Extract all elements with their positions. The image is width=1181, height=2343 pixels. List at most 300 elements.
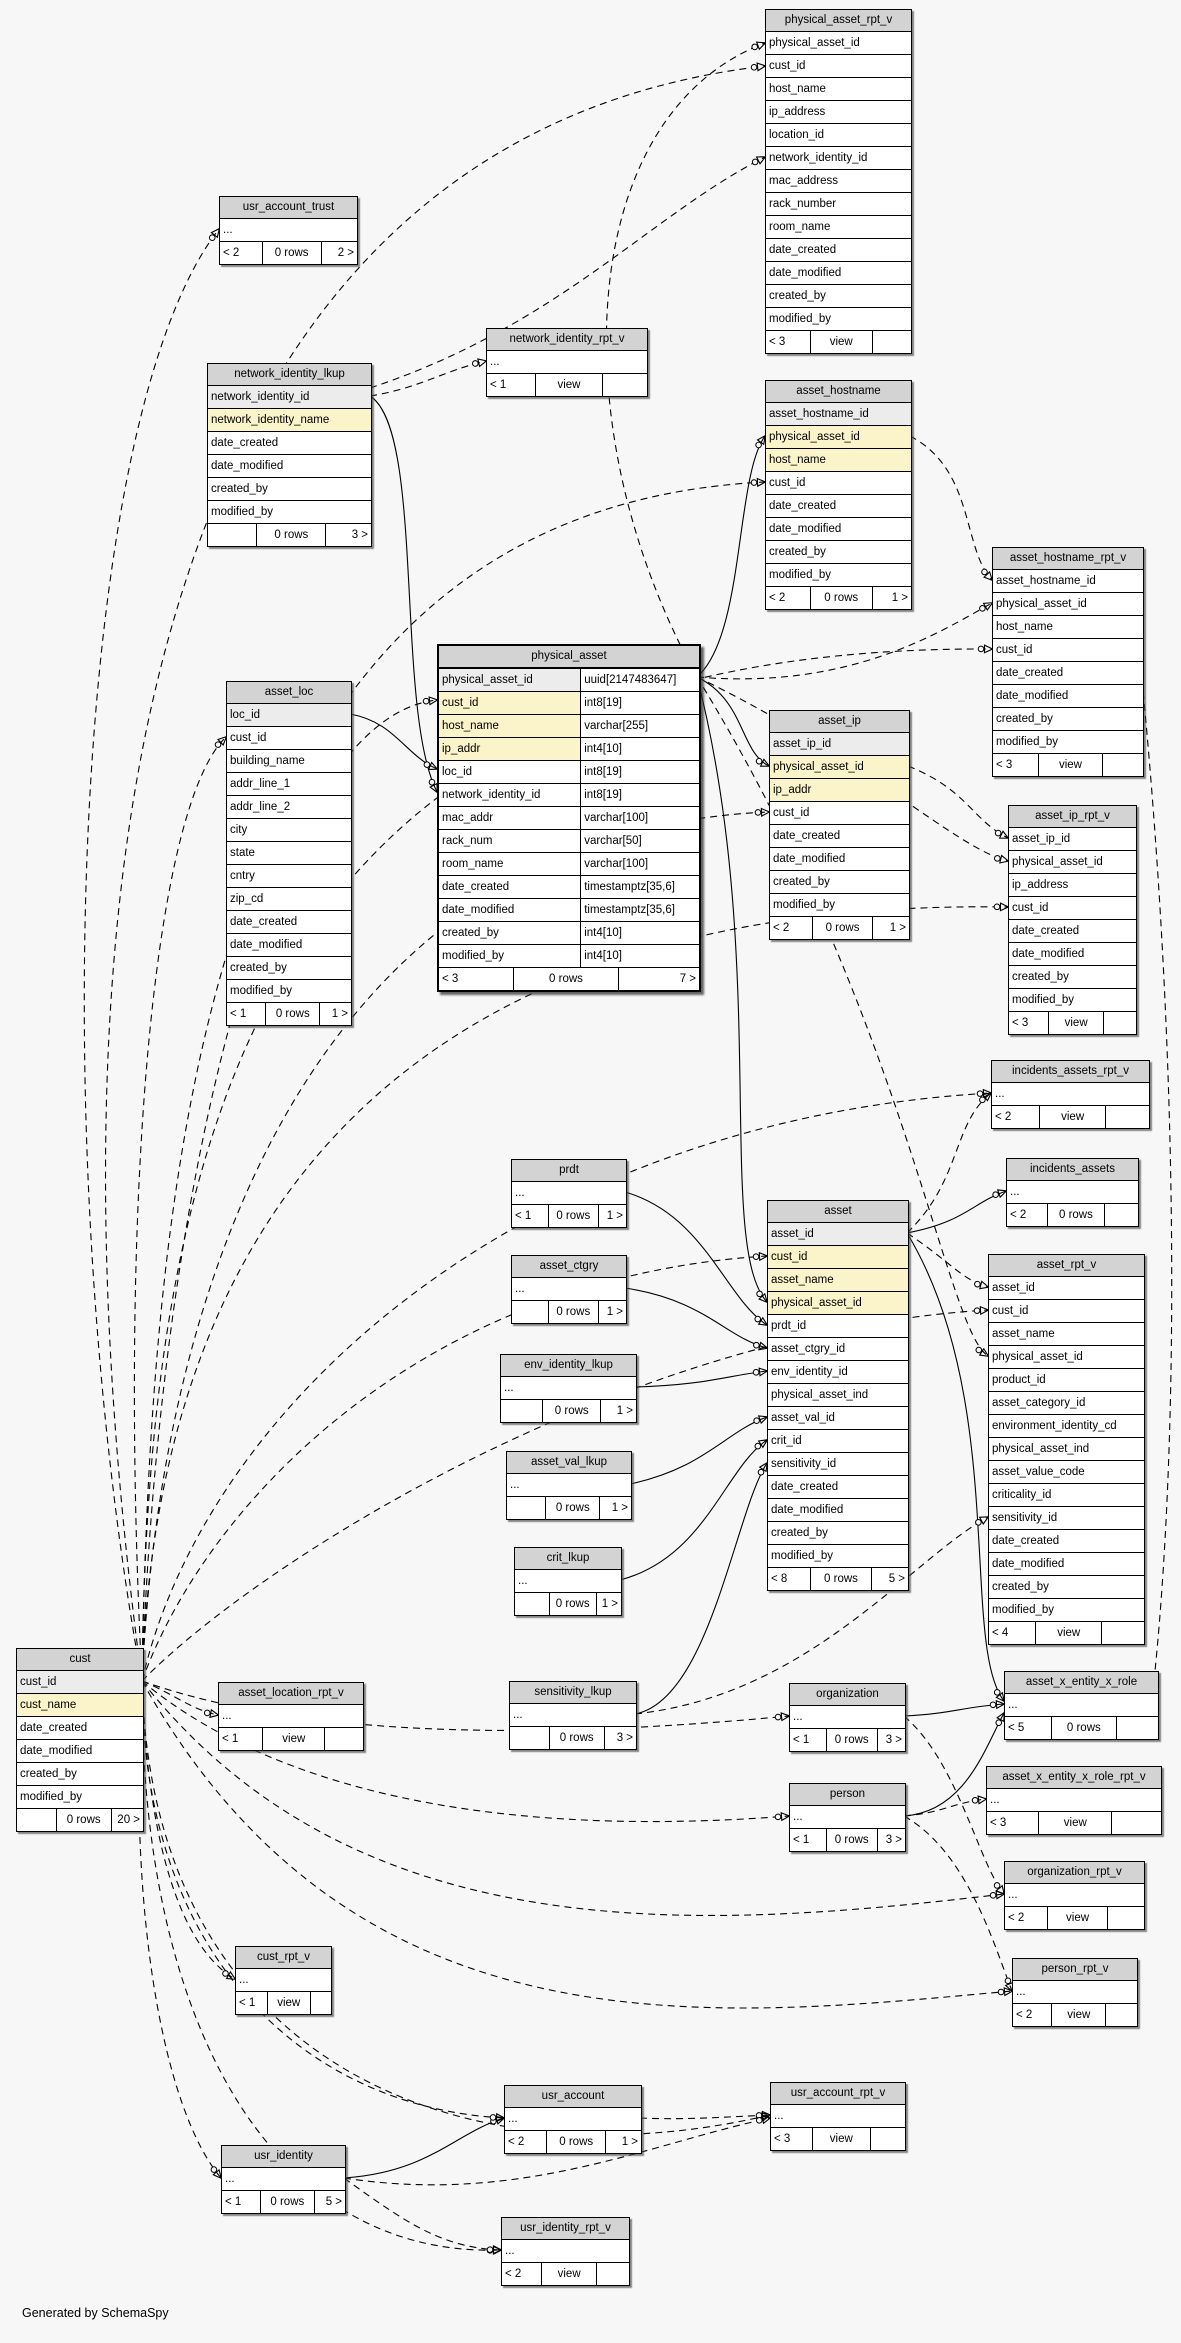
table-footer	[17, 1808, 143, 1831]
table-physical_asset_rpt_v[interactable]	[765, 9, 912, 354]
table-title[interactable]: incidents_assets	[1007, 1159, 1138, 1181]
table-sensitivity_lkup[interactable]	[509, 1681, 637, 1750]
edge-usr_account-to-usr_account_rpt_v	[640, 2115, 770, 2119]
column-asset_value_code: asset_value_code	[989, 1460, 1144, 1483]
column-room_name: room_name varchar[100]	[439, 852, 699, 875]
column-addr_line_2: addr_line_2	[227, 795, 351, 818]
column-modified_by: modified_by	[17, 1785, 143, 1808]
edge-cust-to-usr_identity	[139, 1681, 221, 2178]
footer-cell: 0 rows	[257, 524, 326, 546]
footer-cell: 0 rows	[57, 1809, 112, 1831]
footer-cell	[311, 1992, 331, 2014]
footer-cell: 0 rows	[813, 917, 873, 939]
column-host_name: host_name	[766, 77, 911, 100]
table-footer	[790, 1728, 905, 1751]
footer-cell	[873, 331, 911, 353]
table-footer	[1007, 1203, 1138, 1226]
footer-cell: 0 rows	[549, 1301, 599, 1323]
footer-cell: < 2	[770, 917, 813, 939]
table-prdt[interactable]	[511, 1159, 627, 1228]
table-footer	[502, 2262, 629, 2285]
edge-cust-to-asset_loc	[134, 737, 226, 1681]
table-title[interactable]: usr_identity	[222, 2146, 345, 2168]
table-asset_rpt_v[interactable]	[988, 1254, 1145, 1645]
footer-cell: < 2	[1005, 1907, 1048, 1929]
column-asset_category_id: asset_category_id	[989, 1391, 1144, 1414]
table-env_identity_lkup[interactable]	[500, 1354, 637, 1423]
footer-cell: 0 rows	[546, 1497, 600, 1519]
footer-cell: < 1	[790, 1729, 827, 1751]
table-usr_account[interactable]	[504, 2085, 642, 2154]
column-date_created: date_created	[17, 1716, 143, 1739]
table-title[interactable]: person_rpt_v	[1013, 1959, 1137, 1981]
column-created_by: created_by	[17, 1762, 143, 1785]
table-title[interactable]: usr_account_trust	[220, 197, 357, 219]
column-env_identity_id: env_identity_id	[768, 1360, 908, 1383]
column-physical_asset_id: physical_asset_id	[770, 755, 909, 778]
table-asset_hostname[interactable]	[765, 380, 912, 610]
column-date_modified: date_modified	[768, 1498, 908, 1521]
table-footer	[766, 586, 911, 609]
footer-cell: 0 rows	[1052, 1717, 1117, 1739]
table-title[interactable]: physical_asset	[439, 646, 699, 669]
edge-physical_asset-to-asset	[697, 677, 767, 1302]
table-incidents_assets[interactable]	[1006, 1158, 1139, 1227]
column-cust_id: cust_id	[1009, 896, 1136, 919]
footer-cell: view	[1039, 1812, 1112, 1834]
column-modified_by: modified_by	[227, 979, 351, 1002]
edge-person-to-person_rpt_v	[904, 1816, 1012, 1991]
column-cust_id: cust_id	[993, 638, 1143, 661]
table-title[interactable]: asset_x_entity_x_role_rpt_v	[987, 1767, 1161, 1789]
column-physical_asset_id: physical_asset_id uuid[2147483647]	[439, 669, 699, 691]
footer-cell: < 2	[1007, 1204, 1048, 1226]
column-modified_by: modified_by	[766, 307, 911, 330]
column-date_created: date_created	[1009, 919, 1136, 942]
footer-cell	[1108, 1907, 1144, 1929]
table-title[interactable]: asset	[768, 1201, 908, 1223]
footer-cell: < 2	[502, 2263, 542, 2285]
table-title[interactable]: asset_x_entity_x_role	[1005, 1672, 1158, 1694]
footer-cell	[1104, 1012, 1136, 1034]
table-asset_x_entity_x_role_rpt_v[interactable]	[986, 1766, 1162, 1835]
table-cust_rpt_v[interactable]	[235, 1946, 332, 2015]
table-person[interactable]	[789, 1783, 906, 1852]
column-modified_by: modified_by	[993, 730, 1143, 753]
footer-cell: < 2	[766, 587, 811, 609]
table-usr_account_trust[interactable]	[219, 196, 358, 265]
column-physical_asset_id: physical_asset_id	[766, 32, 911, 54]
column-network_identity_id: network_identity_id	[208, 386, 371, 408]
table-footer	[439, 967, 699, 990]
table-person_rpt_v[interactable]	[1012, 1958, 1138, 2027]
column-more: ...	[992, 1083, 1149, 1105]
footer-cell: view	[811, 331, 873, 353]
footer-cell: < 2	[505, 2131, 547, 2153]
column-location_id: location_id	[766, 123, 911, 146]
table-asset_loc[interactable]	[226, 681, 352, 1026]
column-asset_name: asset_name	[768, 1268, 908, 1291]
column-cust_id: cust_id	[768, 1245, 908, 1268]
footer-cell: 1 >	[606, 1306, 623, 1318]
column-room_name: room_name	[766, 215, 911, 238]
footer-cell	[597, 2263, 629, 2285]
footer-cell: < 1	[487, 374, 536, 396]
table-title[interactable]: asset_loc	[227, 682, 351, 704]
table-title[interactable]: incidents_assets_rpt_v	[992, 1061, 1149, 1083]
column-more: ...	[219, 1705, 363, 1727]
footer-cell: 0 rows	[827, 1829, 878, 1851]
footer-cell: view	[542, 2263, 597, 2285]
table-organization_rpt_v[interactable]	[1004, 1861, 1145, 1930]
column-created_by: created_by	[993, 707, 1143, 730]
column-physical_asset_id: physical_asset_id	[1009, 850, 1136, 873]
column-more: ...	[510, 1704, 636, 1726]
generated-by-note: Generated by SchemaSpy	[22, 2306, 169, 2320]
footer-cell: < 3	[439, 968, 514, 990]
column-more: ...	[501, 1377, 636, 1399]
footer-cell: < 2	[1013, 2004, 1052, 2026]
column-date_modified: date_modified	[766, 261, 911, 284]
column-network_identity_name: network_identity_name	[208, 408, 371, 431]
column-asset_id: asset_id	[989, 1277, 1144, 1299]
column-ip_address: ip_address	[766, 100, 911, 123]
table-footer	[766, 330, 911, 353]
table-footer	[771, 2127, 905, 2150]
table-crit_lkup[interactable]	[514, 1547, 622, 1616]
table-asset_ctgry[interactable]	[511, 1255, 627, 1324]
column-host_name: host_name	[766, 448, 911, 471]
table-incidents_assets_rpt_v[interactable]	[991, 1060, 1150, 1129]
column-date_created: date_created	[227, 910, 351, 933]
column-prdt_id: prdt_id	[768, 1314, 908, 1337]
table-title[interactable]: usr_identity_rpt_v	[502, 2218, 629, 2240]
column-date_modified: date_modified	[208, 454, 371, 477]
table-title[interactable]: asset_ip_rpt_v	[1009, 806, 1136, 828]
footer-cell: < 3	[993, 754, 1039, 776]
column-more: ...	[1007, 1181, 1138, 1203]
footer-cell: 20 >	[117, 1814, 140, 1826]
table-usr_account_rpt_v[interactable]	[770, 2082, 906, 2151]
column-state: state	[227, 841, 351, 864]
column-cust_id: cust_id	[227, 726, 351, 749]
edge-asset_hostname_rpt_v-to-asset_x_entity_x_role	[1142, 680, 1172, 1671]
column-date_created: date_created	[766, 494, 911, 517]
footer-cell	[512, 1301, 549, 1323]
footer-cell: 0 rows	[266, 1003, 320, 1025]
footer-cell: < 3	[987, 1812, 1039, 1834]
column-physical_asset_id: physical_asset_id	[993, 592, 1143, 615]
edge-physical_asset-to-asset_hostname_rpt_v	[697, 603, 992, 679]
footer-cell: 2 >	[337, 247, 354, 259]
footer-cell: 1 >	[891, 592, 908, 604]
table-footer	[1005, 1716, 1158, 1739]
column-asset_hostname_id: asset_hostname_id	[993, 570, 1143, 592]
column-sensitivity_id: sensitivity_id	[768, 1452, 908, 1475]
edge-env_identity_lkup-to-asset	[635, 1371, 767, 1387]
column-more: ...	[507, 1474, 631, 1496]
column-created_by: created_by	[766, 284, 911, 307]
edge-asset_val_lkup-to-asset	[630, 1417, 767, 1484]
table-footer	[505, 2130, 641, 2153]
edge-asset-to-incidents_assets	[907, 1191, 1006, 1233]
column-date_created: date_created	[993, 661, 1143, 684]
edge-asset_loc-to-physical_asset	[350, 714, 437, 769]
footer-cell	[208, 524, 257, 546]
table-title[interactable]: asset_location_rpt_v	[219, 1683, 363, 1705]
table-footer	[219, 1727, 363, 1750]
column-date_modified: date_modified	[17, 1739, 143, 1762]
table-title[interactable]: person	[790, 1784, 905, 1806]
column-rack_number: rack_number	[766, 192, 911, 215]
column-date_created: date_created	[766, 238, 911, 261]
column-physical_asset_ind: physical_asset_ind	[768, 1383, 908, 1406]
table-network_identity_lkup[interactable]	[207, 363, 372, 547]
table-footer	[1005, 1906, 1144, 1929]
column-more: ...	[512, 1182, 626, 1204]
column-created_by: created_by	[227, 956, 351, 979]
column-ip_address: ip_address	[1009, 873, 1136, 896]
footer-cell: 1 >	[889, 922, 906, 934]
footer-cell: 1 >	[331, 1008, 348, 1020]
column-created_by: created_by int4[10]	[439, 921, 699, 944]
column-physical_asset_id: physical_asset_id	[766, 425, 911, 448]
table-title[interactable]: physical_asset_rpt_v	[766, 10, 911, 32]
footer-cell: < 1	[512, 1205, 549, 1227]
edge-cust-to-asset	[142, 1256, 767, 1681]
column-cust_id: cust_id	[766, 471, 911, 494]
table-asset[interactable]	[767, 1200, 909, 1591]
table-title[interactable]: organization	[790, 1684, 905, 1706]
footer-cell: 1 >	[601, 1598, 618, 1610]
table-footer	[989, 1621, 1144, 1644]
footer-cell	[1117, 1717, 1158, 1739]
column-asset_name: asset_name	[989, 1322, 1144, 1345]
column-asset_ctgry_id: asset_ctgry_id	[768, 1337, 908, 1360]
edge-usr_identity-to-usr_account	[344, 2118, 504, 2178]
column-date_modified: date_modified	[993, 684, 1143, 707]
column-more: ...	[987, 1789, 1161, 1811]
table-footer	[507, 1496, 631, 1519]
table-physical_asset[interactable]	[437, 644, 701, 992]
column-modified_by: modified_by	[208, 500, 371, 523]
footer-cell: < 2	[220, 242, 263, 264]
column-modified_by: modified_by	[989, 1598, 1144, 1621]
footer-cell: view	[813, 2128, 871, 2150]
table-cust[interactable]	[16, 1648, 144, 1832]
table-title[interactable]: asset_ip	[770, 711, 909, 733]
table-title[interactable]: crit_lkup	[515, 1548, 621, 1570]
table-asset_val_lkup[interactable]	[506, 1451, 632, 1520]
table-title[interactable]: asset_rpt_v	[989, 1255, 1144, 1277]
footer-cell: < 3	[771, 2128, 813, 2150]
column-created_by: created_by	[766, 540, 911, 563]
table-title[interactable]: prdt	[512, 1160, 626, 1182]
table-footer	[770, 916, 909, 939]
table-footer	[768, 1567, 908, 1590]
table-footer	[236, 1991, 331, 2014]
column-created_by: created_by	[768, 1521, 908, 1544]
footer-cell	[1112, 1812, 1161, 1834]
table-asset_hostname_rpt_v[interactable]	[992, 547, 1144, 777]
footer-cell	[17, 1809, 57, 1831]
table-footer	[501, 1399, 636, 1422]
column-date_modified: date_modified	[227, 933, 351, 956]
footer-cell: 1 >	[616, 1405, 633, 1417]
column-more: ...	[487, 351, 647, 373]
table-footer	[992, 1105, 1149, 1128]
footer-cell: < 1	[227, 1003, 266, 1025]
column-criticality_id: criticality_id	[989, 1483, 1144, 1506]
column-date_created: date_created	[768, 1475, 908, 1498]
footer-cell: 0 rows	[547, 2131, 606, 2153]
column-ip_addr: ip_addr int4[10]	[439, 737, 699, 760]
table-usr_identity_rpt_v[interactable]	[501, 2217, 630, 2286]
column-network_identity_id: network_identity_id	[766, 146, 911, 169]
table-title[interactable]: organization_rpt_v	[1005, 1862, 1144, 1884]
footer-cell	[510, 1727, 550, 1749]
column-asset_val_id: asset_val_id	[768, 1406, 908, 1429]
table-title[interactable]: asset_hostname	[766, 381, 911, 403]
footer-cell: view	[536, 374, 604, 396]
table-footer	[512, 1204, 626, 1227]
footer-cell: 0 rows	[543, 1400, 601, 1422]
table-footer	[993, 753, 1143, 776]
column-cust_id: cust_id int8[19]	[439, 691, 699, 714]
table-organization[interactable]	[789, 1683, 906, 1752]
table-title[interactable]: env_identity_lkup	[501, 1355, 636, 1377]
column-addr_line_1: addr_line_1	[227, 772, 351, 795]
table-title[interactable]: asset_val_lkup	[507, 1452, 631, 1474]
table-footer	[222, 2190, 345, 2213]
table-asset_x_entity_x_role[interactable]	[1004, 1671, 1159, 1740]
table-title[interactable]: usr_account_rpt_v	[771, 2083, 905, 2105]
column-asset_ip_id: asset_ip_id	[1009, 828, 1136, 850]
column-city: city	[227, 818, 351, 841]
table-title[interactable]: asset_hostname_rpt_v	[993, 548, 1143, 570]
table-asset_location_rpt_v[interactable]	[218, 1682, 364, 1751]
table-footer	[510, 1726, 636, 1749]
column-cust_name: cust_name	[17, 1693, 143, 1716]
column-ip_addr: ip_addr	[770, 778, 909, 801]
column-more: ...	[502, 2240, 629, 2262]
column-physical_asset_id: physical_asset_id	[768, 1291, 908, 1314]
table-title[interactable]: network_identity_rpt_v	[487, 329, 647, 351]
footer-cell: view	[1039, 754, 1103, 776]
footer-cell: < 4	[989, 1622, 1036, 1644]
table-title[interactable]: asset_ctgry	[512, 1256, 626, 1278]
edge-asset_hostname-to-asset_hostname_rpt_v	[910, 436, 992, 580]
column-date_modified: date_modified	[770, 847, 909, 870]
table-title[interactable]: usr_account	[505, 2086, 641, 2108]
column-modified_by: modified_by	[770, 893, 909, 916]
column-cust_id: cust_id	[766, 54, 911, 77]
column-created_by: created_by	[989, 1575, 1144, 1598]
footer-cell	[501, 1400, 543, 1422]
column-more: ...	[220, 219, 357, 241]
footer-cell: < 2	[992, 1106, 1040, 1128]
column-cust_id: cust_id	[17, 1671, 143, 1693]
footer-cell	[1106, 1106, 1149, 1128]
column-more: ...	[771, 2105, 905, 2127]
table-footer	[1013, 2003, 1137, 2026]
table-asset_ip[interactable]	[769, 710, 910, 940]
column-date_created: date_created	[989, 1529, 1144, 1552]
table-network_identity_rpt_v[interactable]	[486, 328, 648, 397]
footer-cell: view	[263, 1728, 325, 1750]
footer-cell: < 5	[1005, 1717, 1052, 1739]
column-date_created: date_created	[770, 824, 909, 847]
table-title[interactable]: cust	[17, 1649, 143, 1671]
column-more: ...	[236, 1969, 331, 1991]
column-asset_hostname_id: asset_hostname_id	[766, 403, 911, 425]
column-more: ...	[790, 1706, 905, 1728]
column-more: ...	[512, 1278, 626, 1300]
column-environment_identity_cd: environment_identity_cd	[989, 1414, 1144, 1437]
table-footer	[227, 1002, 351, 1025]
column-date_modified: date_modified	[1009, 942, 1136, 965]
table-title[interactable]: sensitivity_lkup	[510, 1682, 636, 1704]
table-asset_ip_rpt_v[interactable]	[1008, 805, 1137, 1035]
column-created_by: created_by	[770, 870, 909, 893]
column-rack_num: rack_num varchar[50]	[439, 829, 699, 852]
footer-cell: < 1	[222, 2191, 261, 2213]
column-created_by: created_by	[208, 477, 371, 500]
column-date_created: date_created timestamptz[35,6]	[439, 875, 699, 898]
footer-cell: 0 rows	[811, 587, 873, 609]
footer-cell: 3 >	[885, 1734, 902, 1746]
column-asset_id: asset_id	[768, 1223, 908, 1245]
footer-cell: 1 >	[606, 1210, 623, 1222]
edge-sensitivity_lkup-to-asset	[635, 1463, 767, 1714]
footer-cell: 7 >	[679, 973, 696, 985]
footer-cell: 5 >	[888, 1573, 905, 1585]
footer-cell: view	[1049, 1012, 1104, 1034]
table-usr_identity[interactable]	[221, 2145, 346, 2214]
table-footer	[987, 1811, 1161, 1834]
column-cust_id: cust_id	[989, 1299, 1144, 1322]
table-footer	[515, 1592, 621, 1615]
column-zip_cd: zip_cd	[227, 887, 351, 910]
column-sensitivity_id: sensitivity_id	[989, 1506, 1144, 1529]
column-network_identity_id: network_identity_id int8[19]	[439, 783, 699, 806]
footer-cell	[1103, 754, 1143, 776]
column-physical_asset_id: physical_asset_id	[989, 1345, 1144, 1368]
footer-cell: 0 rows	[514, 968, 620, 990]
table-footer	[487, 373, 647, 396]
footer-cell: < 1	[790, 1829, 827, 1851]
footer-cell	[1102, 1622, 1144, 1644]
table-footer	[208, 523, 371, 546]
footer-cell	[507, 1497, 546, 1519]
column-crit_id: crit_id	[768, 1429, 908, 1452]
table-title[interactable]: network_identity_lkup	[208, 364, 371, 386]
column-asset_ip_id: asset_ip_id	[770, 733, 909, 755]
footer-cell: < 8	[768, 1568, 811, 1590]
table-footer	[790, 1828, 905, 1851]
edge-physical_asset-to-asset_hostname	[697, 436, 765, 677]
footer-cell	[1106, 2004, 1137, 2026]
footer-cell	[1105, 1204, 1138, 1226]
column-loc_id: loc_id	[227, 704, 351, 726]
column-more: ...	[515, 1570, 621, 1592]
column-product_id: product_id	[989, 1368, 1144, 1391]
column-cntry: cntry	[227, 864, 351, 887]
footer-cell: < 1	[219, 1728, 263, 1750]
column-date_created: date_created	[208, 431, 371, 454]
column-physical_asset_ind: physical_asset_ind	[989, 1437, 1144, 1460]
table-title[interactable]: cust_rpt_v	[236, 1947, 331, 1969]
